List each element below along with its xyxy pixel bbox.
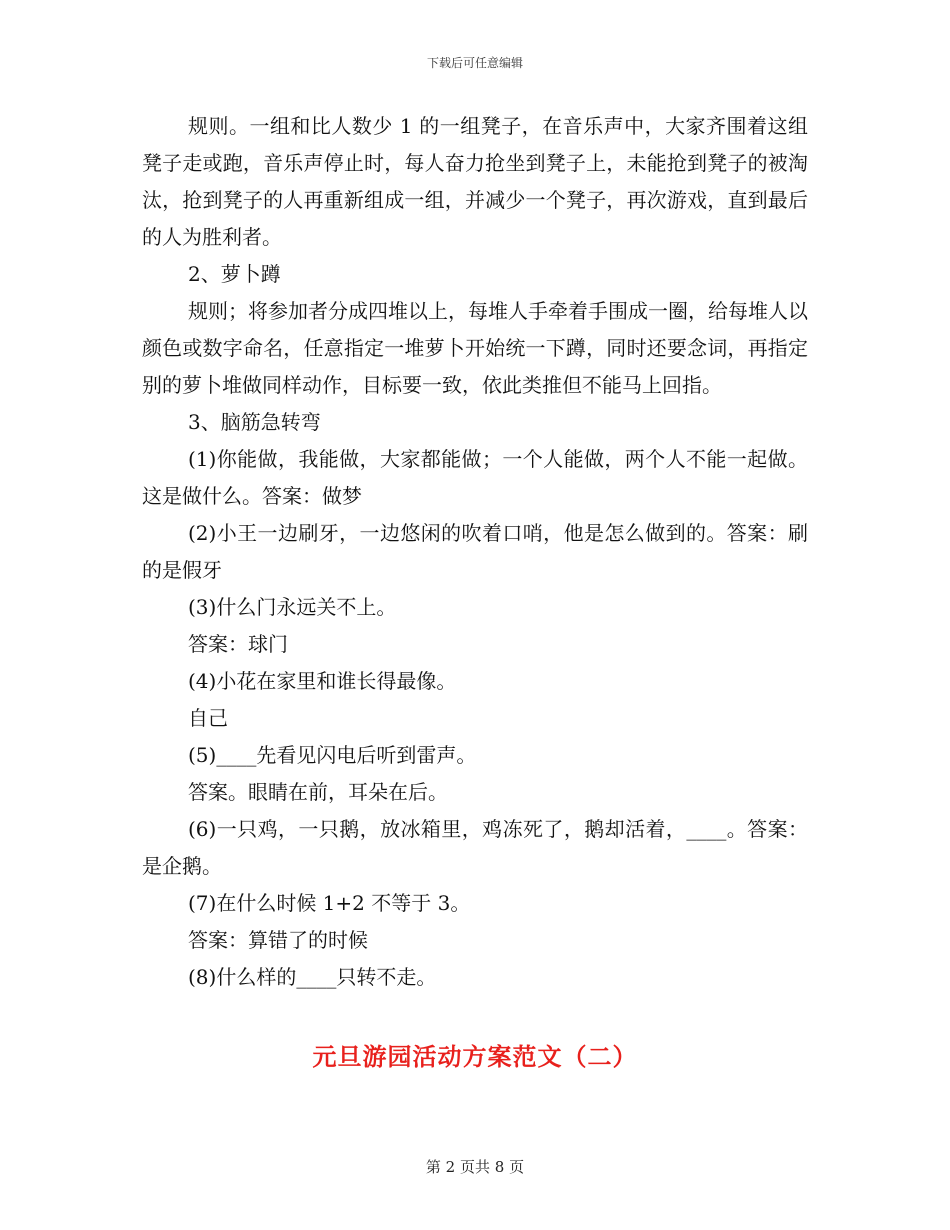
teaser-3: (3)什么门永远关不上。	[188, 595, 397, 619]
teaser-5: (5)____先看见闪电后听到雷声。	[188, 743, 477, 767]
page-header: 下载后可任意编辑	[426, 56, 523, 70]
teaser-1: (1)你能做，我能做，大家都能做；一个人能做，两个人不能一起做。这是做什么。答案：做梦	[142, 447, 808, 508]
teaser-8: (8)什么样的____只转不走。	[188, 965, 437, 989]
teaser-6: (6)一只鸡，一只鹅，放冰箱里，鸡冻死了，鹅却活着，____。答案：是企鹅。	[142, 817, 808, 878]
heading-radish-squat: 2、萝卜蹲	[188, 262, 281, 286]
document-body	[142, 108, 808, 996]
teaser-7-answer: 答案：算错了的时候	[188, 928, 368, 952]
teaser-4-answer: 自己	[188, 706, 228, 730]
heading-brain-teasers: 3、脑筋急转弯	[188, 410, 321, 434]
paragraph-rules-radish: 规则；将参加者分成四堆以上，每堆人手牵着手围成一圈，给每堆人以颜色或数字命名，任意指定一堆萝卜开始统一下蹲，同时还要念词，再指定别的萝卜堆做同样动作，目标要一致，依此类推但不能马上回指。	[142, 299, 808, 397]
teaser-2: (2)小王一边刷牙，一边悠闲的吹着口哨，他是怎么做到的。答案：刷的是假牙	[142, 521, 808, 582]
teaser-3-answer: 答案：球门	[188, 632, 288, 656]
section-title: 元旦游园活动方案范文（二）	[312, 1042, 638, 1071]
teaser-5-answer: 答案。眼睛在前，耳朵在后。	[188, 780, 448, 804]
page-footer: 第 2 页共 8 页	[425, 1158, 525, 1176]
teaser-7: (7)在什么时候 1+2 不等于 3。	[188, 891, 471, 915]
paragraph-rules-chairs: 规则。一组和比人数少 1 的一组凳子，在音乐声中，大家齐围着这组凳子走或跑，音乐声停止时，每人奋力抢坐到凳子上，未能抢到凳子的被淘汰，抢到凳子的人再重新组成一组，并减少一个凳子，再次游戏，直到最后的人为胜利者。	[142, 114, 808, 249]
teaser-4: (4)小花在家里和谁长得最像。	[188, 669, 457, 693]
